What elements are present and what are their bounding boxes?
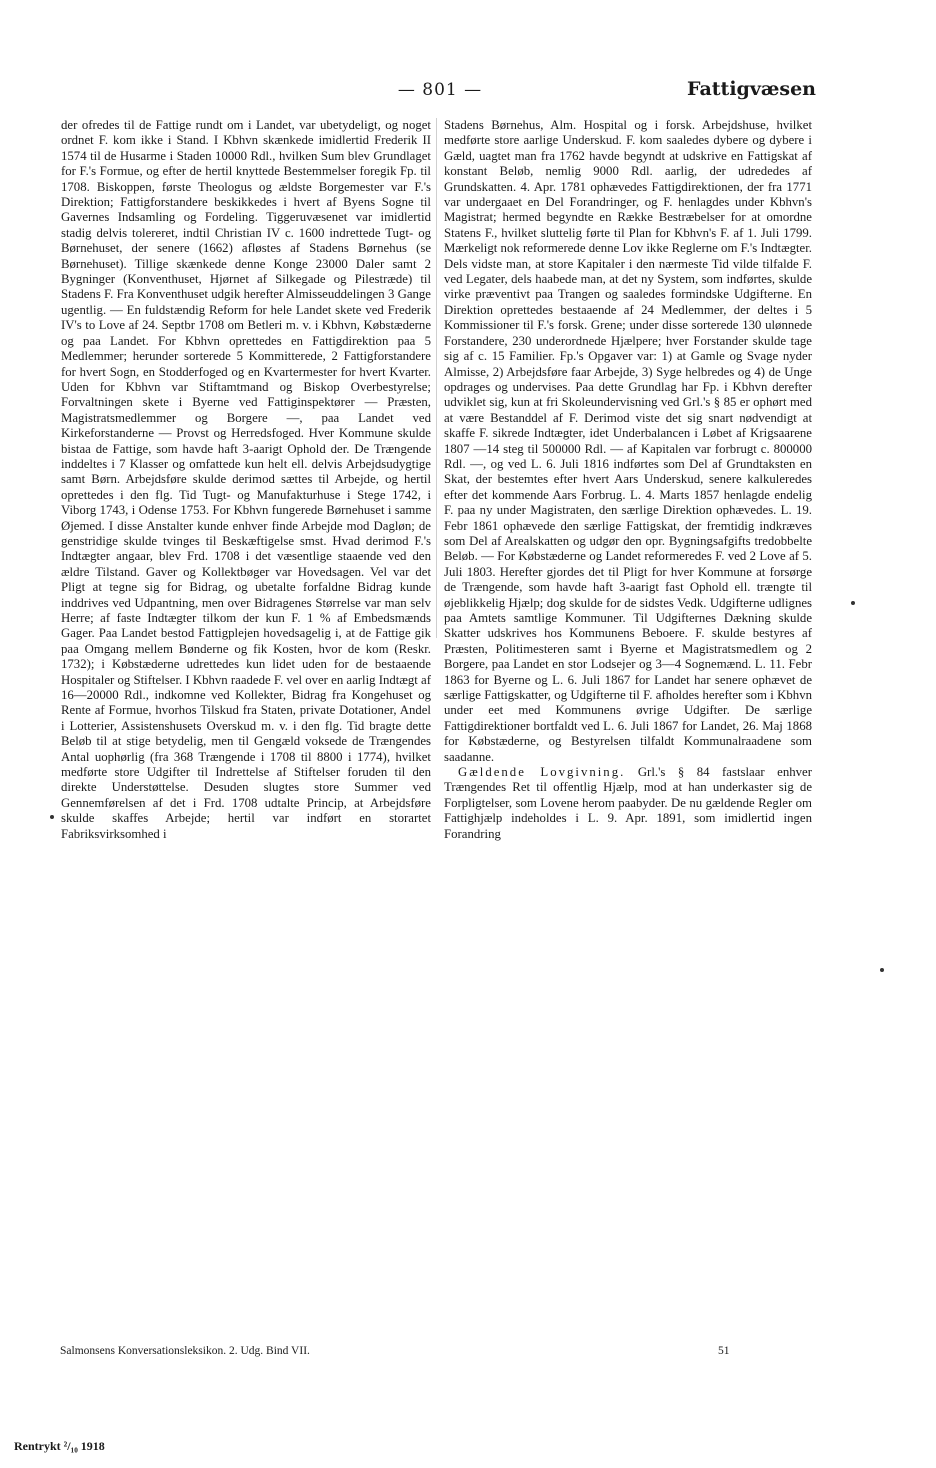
ink-speck [851, 601, 855, 605]
right-column-paragraph-1: Stadens Børnehus, Alm. Hospital og i forsk. Arbejdshuse, hvilket medførte store aarlige Underskud. F. kom saaledes dybere og dybere i Gæld, uagtet man fra 1762 havde begyndt at udskrive en Fattigskat af konstant Beløb, nemlig 9000 Rdl. aarlig, der udrededes af Grundskatten. 4. Apr. 1781 ophævedes Fattigdirektionen, der fra 1771 var undergaaet en Del Forandringer, og F. henlagdes under Kbhvn's Magistrat; hermed begyndte en Række Bestræbelser for at omordne Statens F., hvilket sluttelig førte til Plan for Kbhvn's F. af 1. Juli 1799. Mærkeligt nok reformerede denne Lov ikke Reglerne om F.'s Indtægter. Dels vidste man, at store Kapitaler i den nærmeste Tid vilde tilfalde F. ved Legater, dels haabede man, at det ny System, som indførtes, skulde virke præventivt paa Trangen og saaledes formindske Udgifterne. En Direktion oprettedes bestaaende af 24 Medlemmer, der deltes i 5 Kommissioner til F.'s forsk. Grene; under disse sorterede 130 ulønnede Forstandere, 230 underordnede Hjælpere; hver Forstander skulde tage sig af c. 15 Familier. Fp.'s Opgaver var: 1) at Gamle og Svage nyder Almisse, 2) Arbejdsføre faar Arbejde, 3) Syge helbredes og 4) de Unge opdrages og undervises. Paa dette Grundlag har Fp. i Kbhvn derefter udviklet sig, kun at fri Skoleundervisning ved Grl.'s § 85 er ophørt med at være Bestanddel af F. Derimod viste det sig snart nødvendigt at skaffe F. sikrede Indtægter, idet Underbalancen i Løbet af Krigsaarene 1807 —14 steg til 500000 Rdl. — af Kapitalen var forbrugt c. 800000 Rdl. —, og ved L. 6. Juli 1816 indførtes som Del af Grundtaksten en Skat, der bestemtes efter hvert Aars Underskud, senere kalkuleredes efter det kommende Aars Forbrug. L. 4. Marts 1857 henlagde endelig F. paa ny under Magistraten, den særlige Direktion ophævedes. L. 19. Febr 1861 ophævede den særlige Fattigskat, der fremtidig indkræves som Del af Arealskatten og udgør den opr. Bygningsafgifts tredobbelte Beløb. — For Købstæderne og Landet reformeredes F. ved 2 Love af 5. Juli 1803. Herefter gjordes det til Pligt for hver Kommune at forsørge de Trængende, som havde haft 3-aarigt fast Ophold ell. trængte til øjeblikkelig Hjælp; dog skulde for de sidstes Vedk. Udgifterne udlignes paa Amtets samtlige Kommuner. Til Udgifternes Dækning skulde Skatter udskrives hos Kommunens Beboere. F. skulde bestyres af Præsten, Politimesteren samt i Byerne et Magistratsmedlem og 2 Borgere, paa Landet en stor Lodsejer og 3—4 Sognemænd. L. 11. Febr 1863 for Byerne og L. 6. Juli 1867 for Landet har senere ophævet de særlige Fattigskatter, og Udgifterne til F. afholdes herefter som i Kbhvn under eet med Kommunens øvrige Udgifter. De særlige Fattigdirektioner bortfaldt ved L. 6. Juli 1867 for Landet, 26. Maj 1868 for Købstæderne, og Bestyrelsen tilfaldt Kommunalraadene som saadanne. [444, 118, 812, 764]
reprint-note: Rentrykt ²/₁₀ 1918 [14, 1439, 105, 1453]
right-column-paragraph-2 [444, 765, 812, 842]
section-heading: Gældende Lovgivning. [458, 765, 626, 780]
page-number: — 801 — [397, 80, 483, 100]
right-column-paragraph-2-text: Grl.'s § 84 fastslaar enhver Trængendes Ret til offentlig Hjælp, mod at han underkaster sig de Forpligtelser, som Lovene herom paabyder. De nu gældende Regler om Fattighjælp indeholdes i L. 9. Apr. 1891, som imidlertid ingen Forandring [444, 765, 812, 841]
running-title: Fattigvæsen [687, 78, 816, 100]
text-column-left [61, 118, 431, 842]
text-column-right [444, 118, 812, 842]
column-divider [436, 118, 437, 638]
sheet-number: 51 [718, 1345, 730, 1357]
ink-speck [880, 968, 884, 972]
source-line: Salmonsens Konversationsleksikon. 2. Udg. Bind VII. [60, 1345, 310, 1357]
ink-speck [50, 815, 54, 819]
left-column-text: der ofredes til de Fattige rundt om i Landet, var ubetydeligt, og noget ordnet F. kom ikke i Stand. I Kbhvn skænkede imidlertid Frederik II 1574 til de Husarme i Staden 10000 Rdl., hvilken Sum blev Grundlaget for F.'s Formue, og efter de hertil knyttede Bestemmelser foregik Fp. til 1708. Biskoppen, første Theologus og ældste Borgemester var F.'s Direktion; Fattigforstandere beskikkedes i hvert af Byens Sogne til Gavernes Indsamling og Fordeling. Tiggeruvæsenet var imidlertid stadig delvis tolereret, indtil Christian IV c. 1600 indrettede Tugt- og Børnehuset, der senere (1662) afløstes af Stadens Børnehus (se Børnehuset). Tillige skænkede denne Konge 23000 Daler samt 2 Bygninger (Konventhuset, Hjørnet af Silkegade og Pilestræde) til Stadens F. Fra Konventhuset udgik herefter Almisseuddelingen 3 Gange ugentlig. — En fuldstændig Reform for hele Landet skete ved Frederik IV's to Love af 24. Septbr 1708 om Betleri m. v. i Kbhvn, Købstæderne og paa Landet. For Kbhvn oprettedes en Fattigdirektion paa 5 Medlemmer; herunder sorterede 5 Kommitterede, 2 Fattigforstandere for hvert Sogn, en Stodderfoged og en Kvartermester for hvert Kvarter. Uden for Kbhvn var Stiftamtmand og Biskop Overbestyrelse; Forvaltningen skete i Byerne ved Fattiginspektører — Præsten, Magistratsmedlemmer og Borgere —, paa Landet ved Kirkeforstanderne — Provst og Herredsfoged. Hver Kommune skulde bistaa de Fattige, som havde haft 3-aarigt Ophold der. De Trængende inddeltes i 7 Klasser og omfattede kun helt ell. delvis Arbejdsudygtige samt Børn. Arbejdsføre skulde derimod sættes til Arbejde, og hertil oprettedes i den flg. Tid Tugt- og Manufakturhuse i Stege 1742, i Viborg 1743, i Odense 1753. For Kbhvn fungerede Børnehuset i samme Øjemed. I disse Anstalter kunde enhver finde Arbejde mod Dagløn; de genstridige skulde tvinges til Beskæftigelse smst. Hvad derimod F.'s Indtægter angaar, blev Frd. 1708 i det væsentlige staaende ved den ældre Tilstand. Gaver og Kollektbøger var Hovedsagen. Vel var det Pligt at tegne sig for Bidrag, og ubetalte forfaldne Bidrag kunde inddrives ved Udpantning, men over Bidragenes Størrelse var man selv Herre; af faste Indtægter tilkom der kun F. 1 % af Embedsmænds Gager. Paa Landet bestod Fattigplejen hovedsagelig i, at de Fattige gik paa Omgang mellem Bønderne og fik Kosten, hvor de kom (Reskr. 1732); i Købstæderne udrettedes kun lidet uden for de bestaaende Hospitaler og Stiftelser. I Kbhvn raadede F. vel over en aarlig Indtægt af 16—20000 Rdl., indkomne ved Kollekter, Bidrag fra Kongehuset og Rente af Formue, hvorhos Tilskud fra Staten, private Dotationer, Andel i Lotterier, Assistenshusets Overskud m. v. i den flg. Tid bragte dette Beløb til at stige betydelig, men til Gengæld voksede de Trængendes Antal uophørlig (fra 368 Trængende i 1708 til 8800 i 1774), hvilket medførte store Udgifter til Indrettelse af Stiftelser foruden til den direkte Understøttelse. Desuden slugtes store Summer ved Gennemførelsen af det i Frd. 1708 udtalte Princip, at Arbejdsføre skulde skaffes Arbejde; hertil var indført en storartet Fabriksvirksomhed i [61, 118, 431, 841]
